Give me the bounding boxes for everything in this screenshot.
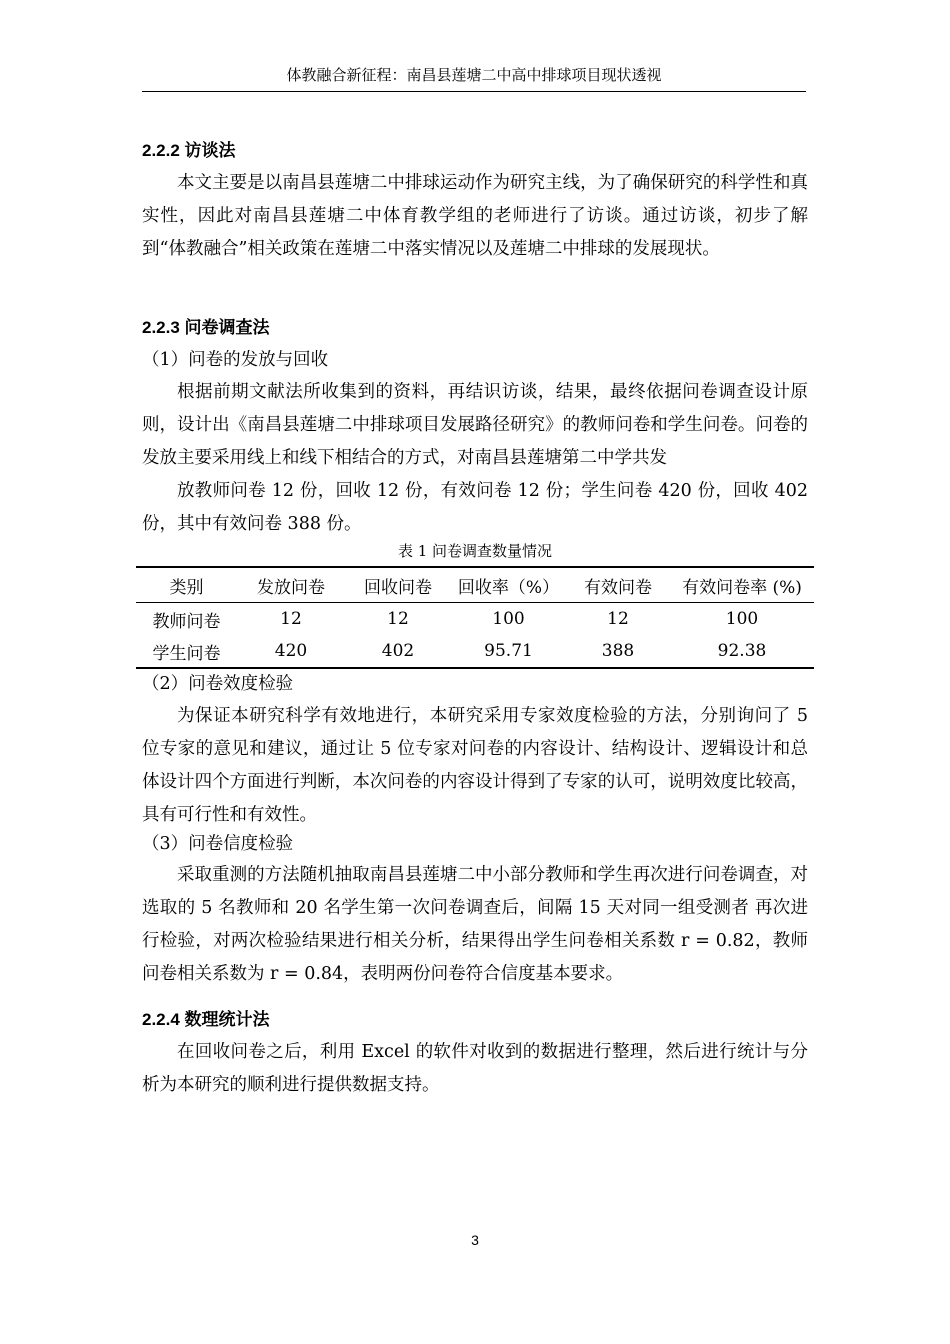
section-heading-2-2-2: 2.2.2 访谈法 bbox=[142, 141, 236, 160]
table-caption: 表 1 问卷调查数量情况 bbox=[397, 542, 553, 560]
page-number: 3 bbox=[471, 1232, 479, 1248]
table-header-cell: 回收率（%） bbox=[451, 567, 566, 603]
paragraph-statistics-method: 在回收问卷之后，利用 Excel 的软件对收到的数据进行整理，然后进行统计与分析为本研究的顺利进行提供数据支持。 bbox=[142, 1042, 808, 1095]
table-cell: 92.38 bbox=[717, 641, 767, 661]
table-cell: 12 bbox=[280, 609, 302, 629]
table-header-cell: 有效问卷 bbox=[566, 567, 670, 603]
running-header: 体教融合新征程：南昌县莲塘二中高中排球项目现状透视 bbox=[142, 64, 806, 92]
paragraph-interview-method: 本文主要是以南昌县莲塘二中排球运动作为研究主线，为了确保研究的科学性和真实性，因此对南昌县莲塘二中体育教学组的老师进行了访谈。通过访谈，初步了解到“体教融合”相关政策在莲塘二中落实情况以及莲塘二中排球的发展现状。 bbox=[142, 173, 808, 259]
table-cell: 95.71 bbox=[484, 641, 533, 661]
paragraph-reliability-test: 采取重测的方法随机抽取南昌县莲塘二中小部分教师和学生再次进行问卷调查，对选取的 5 名教师和 20 名学生第一次问卷调查后，间隔 15 天对同一组受测者 再次进行检验，对两次检验结果进行相关分析，结果得出学生问卷相关系数 r = 0.82，教师问卷相关系数为 r = 0.84，表明两份问卷符合信度基本要求。 bbox=[142, 865, 808, 984]
table-row bbox=[136, 603, 814, 636]
paragraph-validity-test: 为保证本研究科学有效地进行，本研究采用专家效度检验的方法，分别询问了 5 位专家的意见和建议，通过让 5 位专家对问卷的内容设计、结构设计、逻辑设计和总体设计四个方面进行判断，本次问卷的内容设计得到了专家的认可，说明效度比较高，具有可行性和有效性。 bbox=[142, 706, 808, 825]
table-header-cell: 类别 bbox=[136, 567, 237, 603]
section-heading-2-2-4: 2.2.4 数理统计法 bbox=[142, 1010, 270, 1029]
subheading-reliability: （3）问卷信度检验 bbox=[142, 834, 294, 854]
table-header-cell: 发放问卷 bbox=[237, 567, 345, 603]
paragraph-questionnaire-counts: 放教师问卷 12 份，回收 12 份，有效问卷 12 份；学生问卷 420 份，回收 402 份，其中有效问卷 388 份。 bbox=[142, 481, 808, 534]
questionnaire-table bbox=[136, 566, 814, 669]
subheading-distribution: （1）问卷的发放与回收 bbox=[142, 350, 329, 370]
table-header-cell: 有效问卷率 (%) bbox=[670, 567, 814, 603]
table-cell: 388 bbox=[601, 641, 635, 661]
table-cell: 402 bbox=[381, 641, 415, 661]
table-cell: 100 bbox=[492, 609, 525, 629]
section-heading-2-2-3: 2.2.3 问卷调查法 bbox=[142, 318, 270, 337]
table-header-cell: 回收问卷 bbox=[345, 567, 451, 603]
table-cell: 12 bbox=[387, 609, 409, 629]
subheading-validity: （2）问卷效度检验 bbox=[142, 674, 294, 694]
table-cell: 教师问卷 bbox=[152, 611, 221, 632]
table-cell: 12 bbox=[607, 609, 629, 629]
table-cell: 100 bbox=[725, 609, 759, 629]
table-header-row bbox=[136, 567, 814, 603]
table-cell: 420 bbox=[274, 641, 308, 661]
table-row bbox=[136, 635, 814, 668]
paragraph-questionnaire-design: 根据前期文献法所收集到的资料，再结识访谈，结果，最终依据问卷调查设计原则，设计出《南昌县莲塘二中排球项目发展路径研究》的教师问卷和学生问卷。问卷的发放主要采用线上和线下相结合的方式，对南昌县莲塘第二中学共发 bbox=[142, 382, 808, 468]
table-cell: 学生问卷 bbox=[152, 643, 221, 664]
